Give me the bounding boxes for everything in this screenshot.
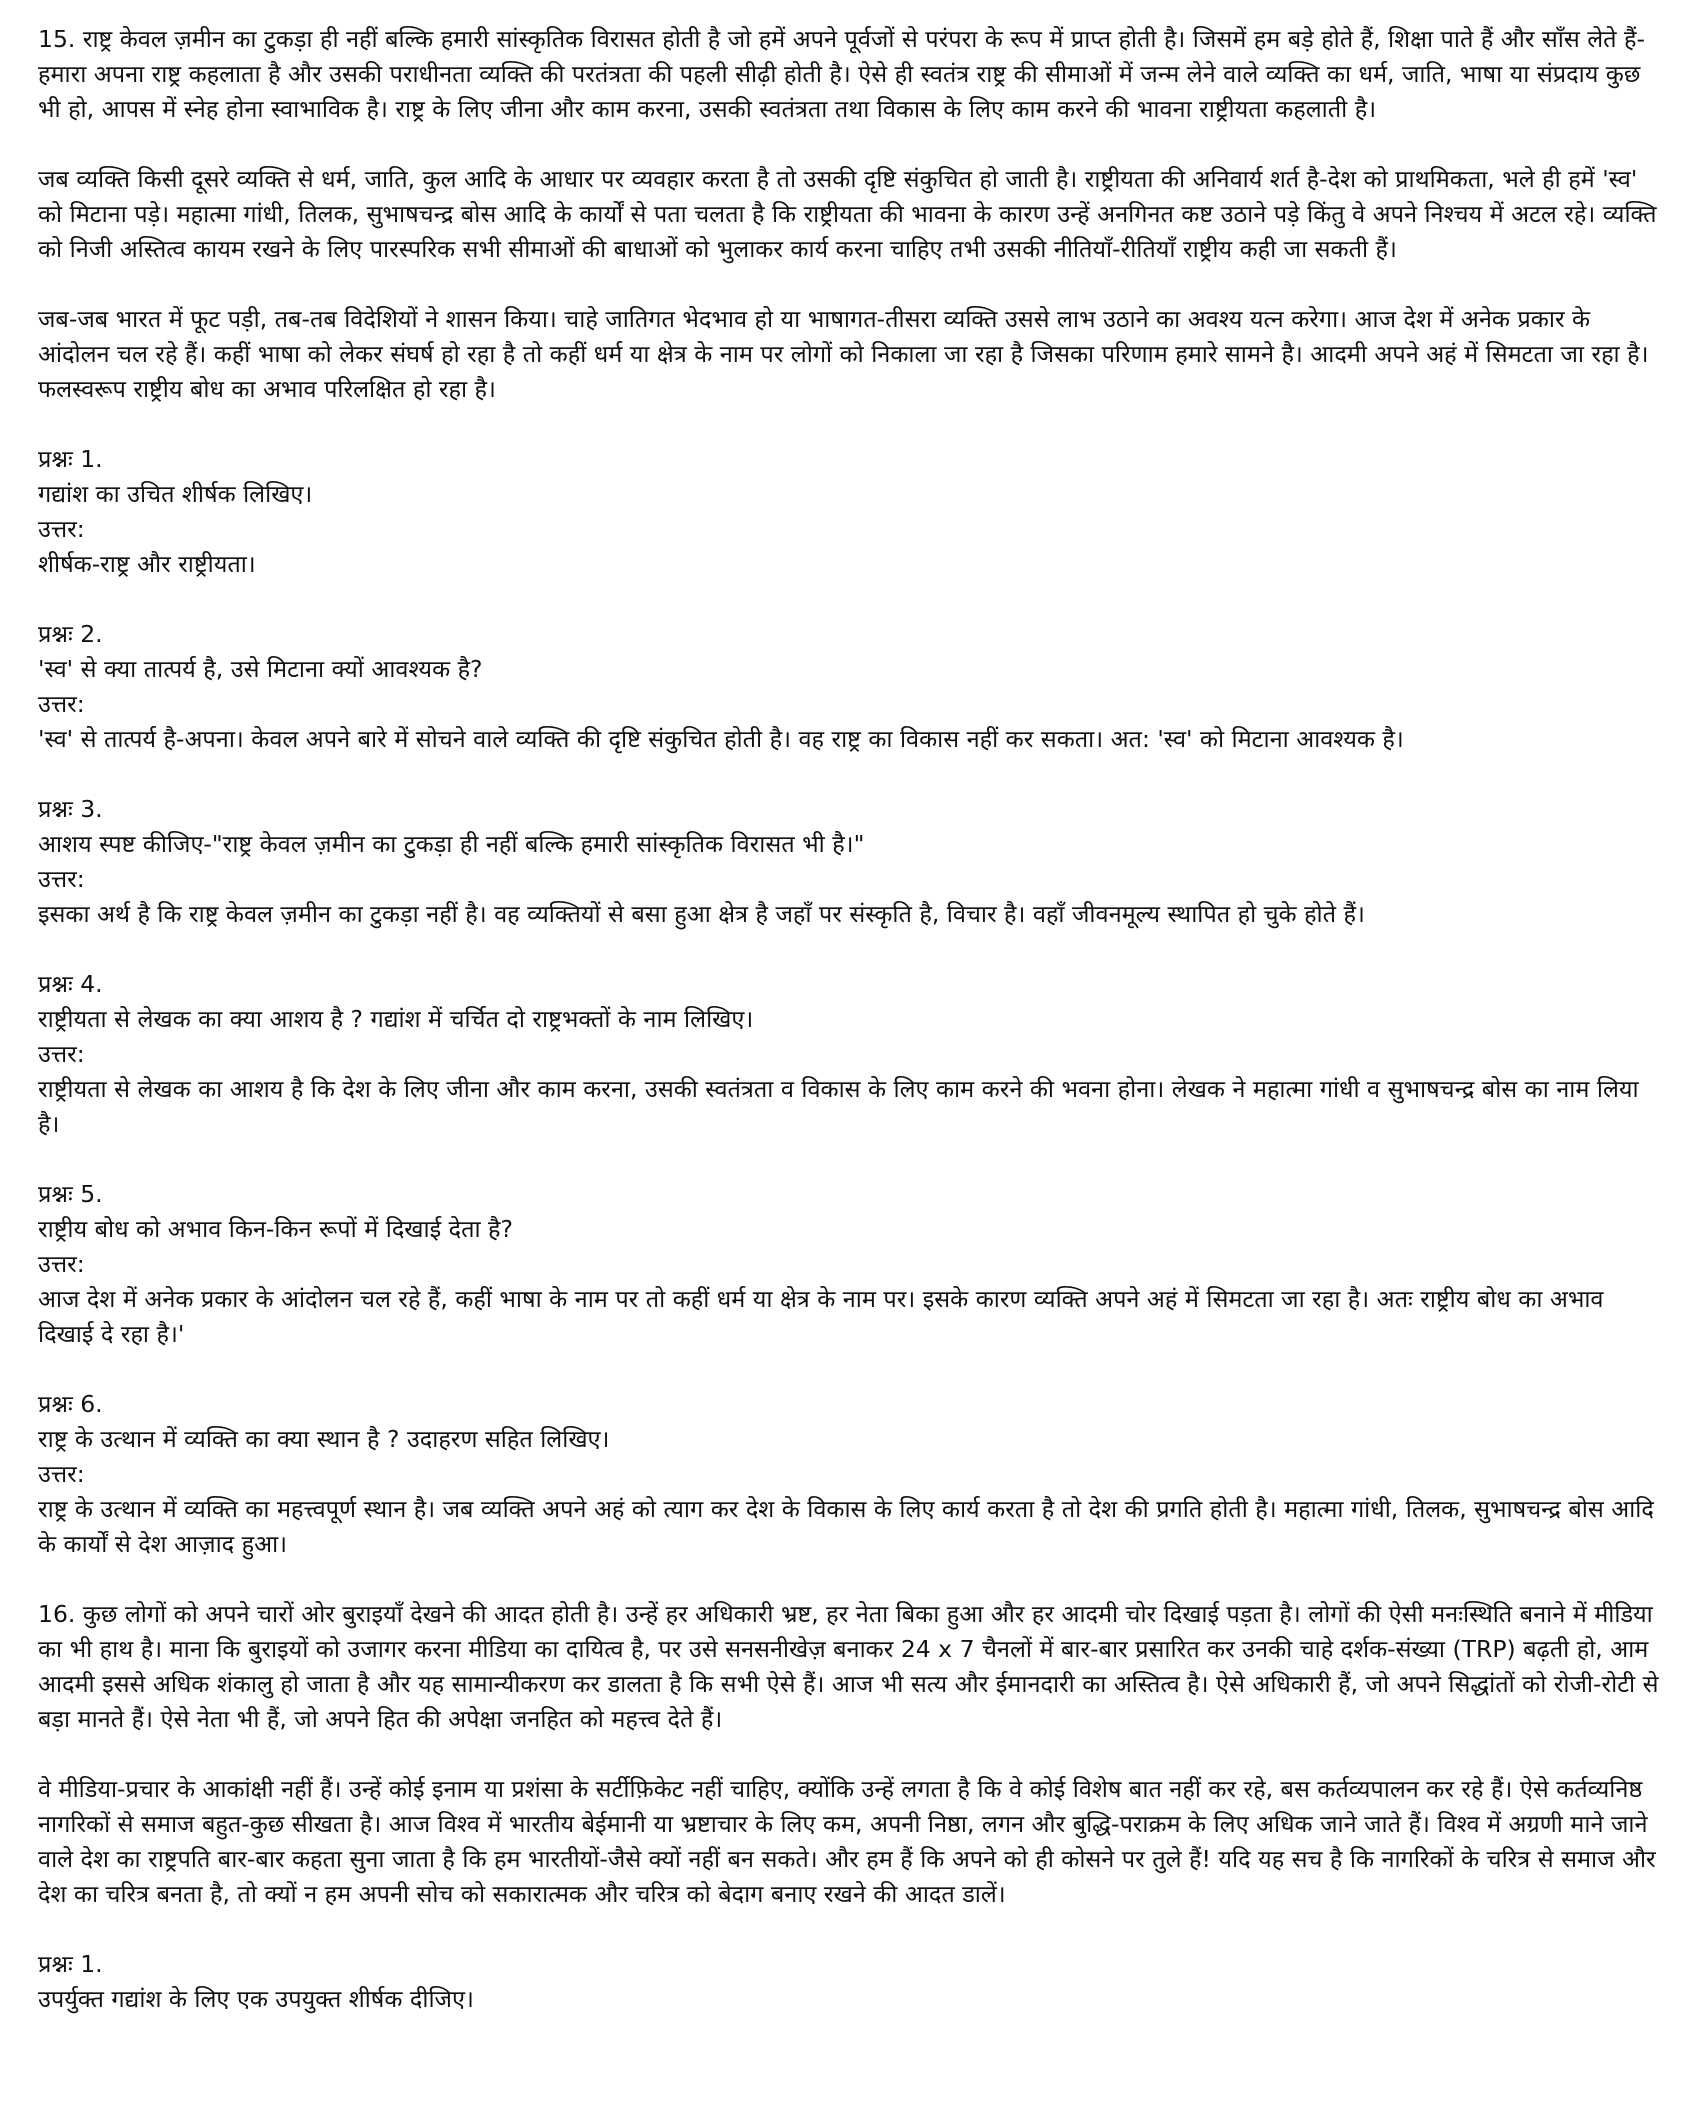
answer-text: आज देश में अनेक प्रकार के आंदोलन चल रहे हैं, कहीं भाषा के नाम पर तो कहीं धर्म या क्षेत्र के नाम पर। इसके कारण व्यक्ति अपने अहं में सिमटता जा रहा है। अतः राष्ट्रीय बोध का अभाव दिखाई दे रहा है।' (38, 1285, 1604, 1348)
passage-paragraph: 16. कुछ लोगों को अपने चारों ओर बुराइयाँ देखने की आदत होती है। उन्हें हर अधिकारी भ्रष्ट, हर नेता बिका हुआ और हर आदमी चोर दिखाई पड़ता है। लोगों की ऐसी मनःस्थिति बनाने में मीडिया का भी हाथ है। माना कि बुराइयों को उजागर करना मीडिया का दायित्व है, पर उसे सनसनीखेज़ बनाकर 24 x 7 चैनलों में बार-बार प्रसारित कर उनकी चाहे दर्शक-संख्या (TRP) बढ़ती हो, आम आदमी इससे अधिक शंकालु हो जाता है और यह सामान्यीकरण कर डालता है कि सभी ऐसे हैं। आज भी सत्य और ईमानदारी का अस्तित्व है। ऐसे अधिकारी हैं, जो अपने सिद्धांतों को रोजी-रोटी से बड़ा मानते हैं। ऐसे नेता भी हैं, जो अपने हित की अपेक्षा जनहित को महत्त्व देते हैं। (38, 1600, 1659, 1733)
answer-text: राष्ट्र के उत्थान में व्यक्ति का महत्त्वपूर्ण स्थान है। जब व्यक्ति अपने अहं को त्याग कर देश के विकास के लिए कार्य करता है तो देश की प्रगति होती है। महात्मा गांधी, तिलक, सुभाषचन्द्र बोस आदि के कार्यों से देश आज़ाद हुआ। (38, 1495, 1654, 1558)
passage-paragraph: 15. राष्ट्र केवल ज़मीन का टुकड़ा ही नहीं बल्कि हमारी सांस्कृतिक विरासत होती है जो हमें अपने पूर्वजों से परंपरा के रूप में प्राप्त होती है। जिसमें हम बड़े होते हैं, शिक्षा पाते हैं और साँस लेते हैं-हमारा अपना राष्ट्र कहलाता है और उसकी पराधीनता व्यक्ति की परतंत्रता की पहली सीढ़ी होती है। ऐसे ही स्वतंत्र राष्ट्र की सीमाओं में जन्म लेने वाले व्यक्ति का धर्म, जाति, भाषा या संप्रदाय कुछ भी हो, आपस में स्नेह होना स्वाभाविक है। राष्ट्र के लिए जीना और काम करना, उसकी स्वतंत्रता तथा विकास के लिए काम करने की भावना राष्ट्रीयता कहलाती है। (38, 25, 1645, 123)
answer-text: राष्ट्रीयता से लेखक का आशय है कि देश के लिए जीना और काम करना, उसकी स्वतंत्रता व विकास के लिए काम करने की भवना होना। लेखक ने महात्मा गांधी व सुभाषचन्द्र बोस का नाम लिया है। (38, 1075, 1639, 1138)
question-text: उपर्युक्त गद्यांश के लिए एक उपयुक्त शीर्षक दीजिए। (38, 1985, 474, 2013)
answer-label: उत्तर: (38, 690, 85, 718)
question-text: 'स्व' से क्या तात्पर्य है, उसे मिटाना क्यों आवश्यक है? (38, 655, 483, 683)
question-answer-block (38, 617, 1664, 757)
answer-text: शीर्षक-राष्ट्र और राष्ट्रीयता। (38, 550, 256, 578)
passage-15 (38, 22, 1664, 1562)
question-number: प्रश्नः 3. (38, 795, 103, 823)
question-answer-block (38, 967, 1664, 1142)
answer-label: उत्तर: (38, 865, 85, 893)
question-answer-block (38, 442, 1664, 582)
answer-text: इसका अर्थ है कि राष्ट्र केवल ज़मीन का टुकड़ा नहीं है। वह व्यक्तियों से बसा हुआ क्षेत्र है जहाँ पर संस्कृति है, विचार है। वहाँ जीवनमूल्य स्थापित हो चुके होते हैं। (38, 900, 1365, 928)
question-answer-block (38, 1177, 1664, 1352)
question-text: राष्ट्र के उत्थान में व्यक्ति का क्या स्थान है ? उदाहरण सहित लिखिए। (38, 1425, 610, 1453)
question-answer-block (38, 792, 1664, 932)
question-answer-block (38, 1947, 1664, 2017)
question-text: राष्ट्रीयता से लेखक का क्या आशय है ? गद्यांश में चर्चित दो राष्ट्रभक्तों के नाम लिखिए। (38, 1005, 754, 1033)
answer-label: उत्तर: (38, 1460, 85, 1488)
question-text: आशय स्पष्ट कीजिए-"राष्ट्र केवल ज़मीन का टुकड़ा ही नहीं बल्कि हमारी सांस्कृतिक विरासत भी है।" (38, 830, 865, 858)
answer-text: 'स्व' से तात्पर्य है-अपना। केवल अपने बारे में सोचने वाले व्यक्ति की दृष्टि संकुचित होती है। वह राष्ट्र का विकास नहीं कर सकता। अत: 'स्व' को मिटाना आवश्यक है। (38, 725, 1404, 753)
question-number: प्रश्नः 1. (38, 445, 103, 473)
answer-label: उत्तर: (38, 1250, 85, 1278)
passage-paragraph: जब व्यक्ति किसी दूसरे व्यक्ति से धर्म, जाति, कुल आदि के आधार पर व्यवहार करता है तो उसकी दृष्टि संकुचित हो जाती है। राष्ट्रीयता की अनिवार्य शर्त है-देश को प्राथमिकता, भले ही हमें 'स्व' को मिटाना पड़े। महात्मा गांधी, तिलक, सुभाषचन्द्र बोस आदि के कार्यों से पता चलता है कि राष्ट्रीयता की भावना के कारण उन्हें अनगिनत कष्ट उठाने पड़े किंतु वे अपने निश्चय में अटल रहे। व्यक्ति को निजी अस्तित्व कायम रखने के लिए पारस्परिक सभी सीमाओं की बाधाओं को भुलाकर कार्य करना चाहिए तभी उसकी नीतियाँ-रीतियाँ राष्ट्रीय कही जा सकती हैं। (38, 165, 1657, 263)
question-answer-block (38, 1387, 1664, 1562)
answer-label: उत्तर: (38, 515, 85, 543)
answer-label: उत्तर: (38, 1040, 85, 1068)
question-number: प्रश्नः 5. (38, 1180, 103, 1208)
question-text: गद्यांश का उचित शीर्षक लिखिए। (38, 480, 313, 508)
question-number: प्रश्नः 2. (38, 620, 103, 648)
passage-paragraph: जब-जब भारत में फूट पड़ी, तब-तब विदेशियों ने शासन किया। चाहे जातिगत भेदभाव हो या भाषागत-तीसरा व्यक्ति उससे लाभ उठाने का अवश्य यत्न करेगा। आज देश में अनेक प्रकार के आंदोलन चल रहे हैं। कहीं भाषा को लेकर संघर्ष हो रहा है तो कहीं धर्म या क्षेत्र के नाम पर लोगों को निकाला जा रहा है जिसका परिणाम हमारे सामने है। आदमी अपने अहं में सिमटता जा रहा है। फलस्वरूप राष्ट्रीय बोध का अभाव परिलक्षित हो रहा है। (38, 305, 1649, 403)
passage-16 (38, 1597, 1664, 2017)
question-number: प्रश्नः 4. (38, 970, 103, 998)
passage-paragraph: वे मीडिया-प्रचार के आकांक्षी नहीं हैं। उन्हें कोई इनाम या प्रशंसा के सर्टीफ़िकेट नहीं चाहिए, क्योंकि उन्हें लगता है कि वे कोई विशेष बात नहीं कर रहे, बस कर्तव्यपालन कर रहे हैं। ऐसे कर्तव्यनिष्ठ नागरिकों से समाज बहुत-कुछ सीखता है। आज विश्व में भारतीय बेईमानी या भ्रष्टाचार के लिए कम, अपनी निष्ठा, लगन और बुद्धि-पराक्रम के लिए अधिक जाने जाते हैं। विश्व में अग्रणी माने जाने वाले देश का राष्ट्रपति बार-बार कहता सुना जाता है कि हम भारतीयों-जैसे क्यों नहीं बन सकते। और हम हैं कि अपने को ही कोसने पर तुले हैं! यदि यह सच है कि नागरिकों के चरित्र से समाज और देश का चरित्र बनता है, तो क्यों न हम अपनी सोच को सकारात्मक और चरित्र को बेदाग बनाए रखने की आदत डालें। (38, 1775, 1656, 1908)
question-text: राष्ट्रीय बोध को अभाव किन-किन रूपों में दिखाई देता है? (38, 1215, 513, 1243)
question-number: प्रश्नः 1. (38, 1950, 103, 1978)
question-number: प्रश्नः 6. (38, 1390, 103, 1418)
document-page (38, 22, 1664, 2052)
